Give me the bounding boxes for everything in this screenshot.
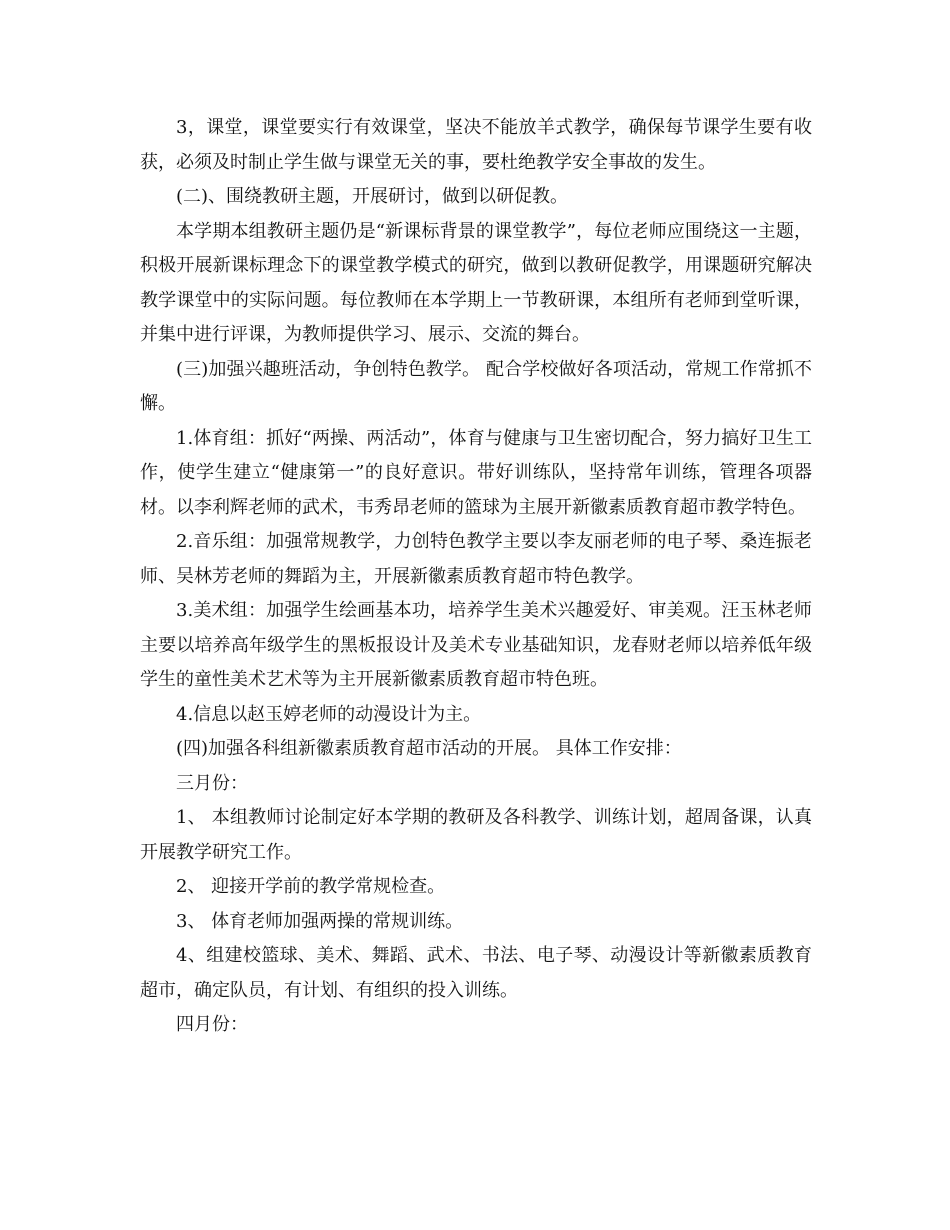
paragraph-classroom-rule: 3，课堂，课堂要实行有效课堂，坚决不能放羊式教学，确保每节课学生要有收获，必须及时制止学生做与课堂无关的事，要杜绝教学安全事故的发生。 [140,117,812,173]
list-item-march-4: 4、组建校篮球、美术、舞蹈、武术、书法、电子琴、动漫设计等新徽素质教育超市，确定队员，有计划、有组织的投入训练。 [140,945,812,1001]
section-heading-interest-class: (三)加强兴趣班活动，争创特色教学。 配合学校做好各项活动，常规工作常抓不懈。 [140,358,812,414]
list-item-march-3: 3、 体育老师加强两操的常规训练。 [176,910,464,932]
list-item-march-2: 2、 迎接开学前的教学常规检查。 [176,876,446,897]
section-heading-activities: (四)加强各科组新徽素质教育超市活动的开展。 具体工作安排： [176,738,682,759]
paragraph-pe-group: 1.体育组：抓好“两操、两活动”，体育与健康与卫生密切配合，努力搞好卫生工作，使学生建立“健康第一”的良好意识。带好训练队，坚持常年训练，管理各项器材。以李利辉老师的武术，韦秀昂老师的篮球为主展开新徽素质教育超市教学特色。 [140,427,812,518]
paragraph-music-group: 2.音乐组：加强常规教学，力创特色教学主要以李友丽老师的电子琴、桑连振老师、吴林芳老师的舞蹈为主，开展新徽素质教育超市特色教学。 [140,531,812,587]
list-item-march-1: 1、 本组教师讨论制定好本学期的教研及各科教学、训练计划，超周备课，认真开展教学研究工作。 [140,807,812,863]
paragraph-art-group: 3.美术组：加强学生绘画基本功，培养学生美术兴趣爱好、审美观。汪玉林老师主要以培养高年级学生的黑板报设计及美术专业基础知识，龙春财老师以培养低年级学生的童性美术艺术等为主开展新徽素质教育超市特色班。 [140,600,812,690]
month-heading-march: 三月份： [176,772,248,794]
month-heading-april: 四月份： [176,1014,248,1035]
document-body [140,111,812,1043]
section-heading-research: (二)、围绕教研主题，开展研讨，做到以研促教。 [176,186,569,207]
paragraph-it-group: 4.信息以赵玉婷老师的动漫设计为主。 [176,703,482,725]
paragraph-research-theme: 本学期本组教研主题仍是“新课标背景的课堂教学”，每位老师应围绕这一主题，积极开展新课标理念下的课堂教学模式的研究，做到以教研促教学，用课题研究解决教学课堂中的实际问题。每位教师在本学期上一节教研课，本组所有老师到堂听课，并集中进行评课，为教师提供学习、展示、交流的舞台。 [140,220,812,345]
